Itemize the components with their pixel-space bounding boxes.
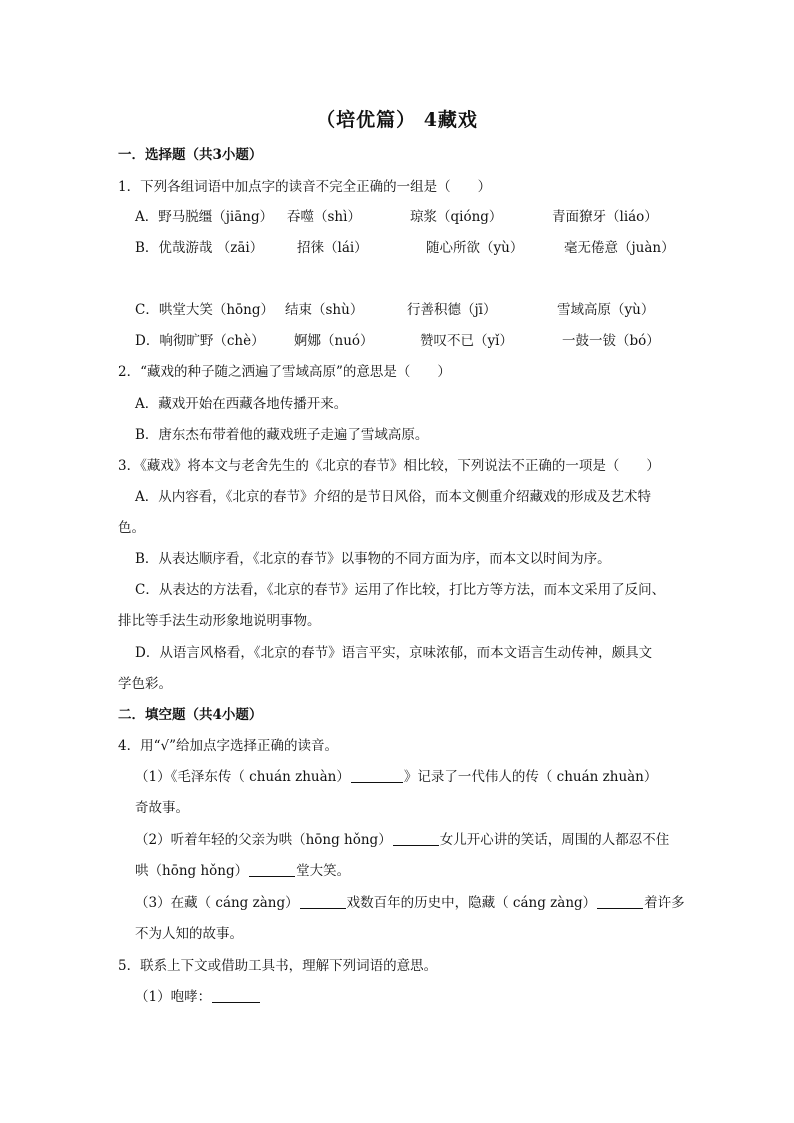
q4-part-1-line: [135, 767, 657, 787]
q1-option-a-1: A．野马脱缰（jiāng）: [135, 209, 274, 225]
q1-option-b-4: 毫无倦意（juàn）: [564, 240, 675, 256]
q4-part-2-text-c: 哄（hōng hǒng）: [135, 863, 249, 879]
q1-option-b-2: 招徕（lái）: [297, 240, 368, 256]
q3-option-c: C．从表达的方法看，《北京的春节》运用了作比较，打比方等方法，而本文采用了反问、: [135, 582, 666, 598]
q3-option-b: B．从表达顺序看，《北京的春节》以事物的不同方面为序，而本文以时间为序。: [135, 551, 611, 567]
q4-part-2-line: [135, 830, 669, 850]
q4-part-1-text-a: （1）《毛泽东传（ chuán zhuàn）: [135, 769, 350, 785]
q1-option-d-1: D．响彻旷野（chè）: [135, 333, 265, 349]
q2-option-a: A．藏戏开始在西藏各地传播开来。: [135, 396, 348, 412]
q4-part-3-text-c: 着许多: [644, 895, 685, 911]
q3-option-d: D．从语言风格看，《北京的春节》语言平实，京味浓郁，而本文语言生动传神，颇具文: [135, 645, 653, 661]
q1-option-d-3: 赞叹不已（yǐ）: [420, 333, 513, 349]
answer-blank[interactable]: [597, 894, 643, 909]
q1-option-a-2: 吞噬（shì）: [287, 209, 361, 225]
answer-blank[interactable]: [351, 768, 403, 783]
q4-part-2-text-a: （2）听着年轻的父亲为哄（hōng hǒng）: [135, 832, 392, 848]
question-5-stem: 5．联系上下文或借助工具书，理解下列词语的意思。: [118, 958, 438, 974]
answer-blank[interactable]: [300, 894, 346, 909]
answer-blank[interactable]: [212, 988, 260, 1003]
question-3-stem: 3．《藏戏》将本文与老舍先生的《北京的春节》相比较，下列说法不正确的一项是（ ）: [118, 458, 660, 474]
q3-option-c-cont: 排比等手法生动形象地说明事物。: [118, 613, 321, 629]
question-1-stem: 1．下列各组词语中加点字的读音不完全正确的一组是（ ）: [118, 179, 492, 195]
q5-part-1-line: [135, 987, 261, 1007]
q1-option-a-4: 青面獠牙（liáo）: [552, 209, 658, 225]
q4-part-3-line: [135, 893, 685, 913]
q1-option-c-3: 行善积德（jī）: [407, 302, 497, 318]
q1-option-a-3: 琼浆（qióng）: [410, 209, 503, 225]
q1-option-b-1: B．优哉游哉 （zāi）: [135, 240, 264, 256]
q1-option-c-4: 雪域高原（yù）: [557, 302, 655, 318]
q4-part-1-cont: 奇故事。: [135, 800, 189, 816]
q5-part-1-text: （1）咆哮：: [135, 989, 212, 1005]
q1-option-b-3: 随心所欲（yù）: [426, 240, 524, 256]
q2-option-b: B．唐东杰布带着他的藏戏班子走遍了雪域高原。: [135, 427, 429, 443]
q4-part-2-cont: [135, 861, 350, 881]
q1-option-d-4: 一鼓一钹（bó）: [562, 333, 660, 349]
section-heading-fill: 二．填空题（共4小题）: [118, 707, 263, 723]
q1-option-c-1: C．哄堂大笑（hōng）: [135, 302, 274, 318]
q3-option-d-cont: 学色彩。: [118, 676, 172, 692]
question-2-stem: 2．“藏戏的种子随之洒遍了雪域高原”的意思是（ ）: [118, 364, 451, 380]
q1-option-d-2: 婀娜（nuó）: [294, 333, 374, 349]
q3-option-a: A．从内容看，《北京的春节》介绍的是节日风俗，而本文侧重介绍藏戏的形成及艺术特: [135, 489, 651, 505]
q4-part-1-text-b: 》记录了一代伟人的传（ chuán zhuàn）: [403, 769, 658, 785]
q4-part-3-text-a: （3）在藏（ cáng zàng）: [135, 895, 299, 911]
q4-part-3-text-b: 戏数百年的历史中，隐藏（ cáng zàng）: [346, 895, 597, 911]
q3-option-a-cont: 色。: [118, 520, 145, 536]
section-heading-choice: 一．选择题（共3小题）: [118, 147, 263, 163]
q4-part-3-cont: 不为人知的故事。: [135, 926, 243, 942]
page-title: （培优篇） 4藏戏: [316, 109, 478, 131]
q4-part-2-text-d: 堂大笑。: [296, 863, 351, 879]
answer-blank[interactable]: [249, 862, 295, 877]
question-4-stem: 4．用“√”给加点字选择正确的读音。: [118, 738, 338, 754]
q1-option-c-2: 结束（shù）: [285, 302, 364, 318]
answer-blank[interactable]: [393, 831, 439, 846]
q4-part-2-text-b: 女儿开心讲的笑话，周围的人都忍不住: [439, 832, 670, 848]
